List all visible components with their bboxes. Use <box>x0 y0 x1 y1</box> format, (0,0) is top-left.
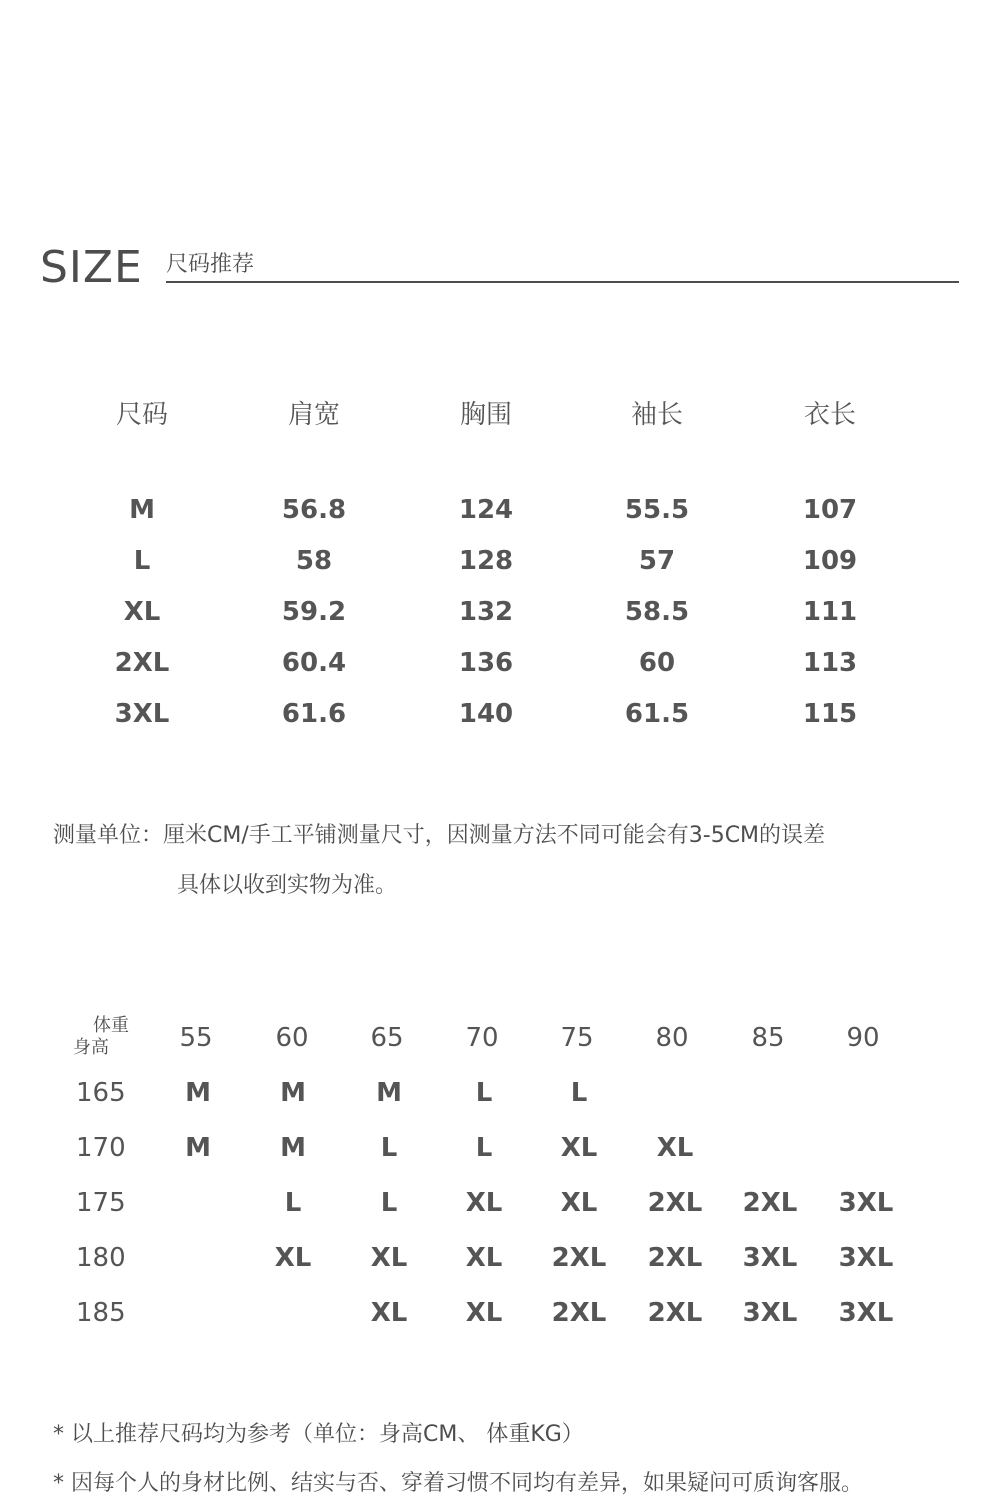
size-cell: 56.8 <box>281 495 347 525</box>
recommended-size: 2XL <box>647 1243 703 1273</box>
recommended-size: XL <box>370 1298 408 1328</box>
height-label: 165 <box>76 1078 126 1108</box>
weight-header: 75 <box>560 1023 594 1053</box>
footnote-disclaimer: * 因每个人的身材比例、结实与否、穿着习惯不同均有差异，如果疑问可质询客服。 <box>53 1471 863 1496</box>
recommended-size: L <box>570 1078 588 1108</box>
corner-label-weight: 体重 <box>93 1015 129 1036</box>
weight-header: 60 <box>275 1023 309 1053</box>
column-header-shoulder: 肩宽 <box>287 400 340 430</box>
recommended-size: 3XL <box>838 1243 894 1273</box>
weight-header: 90 <box>846 1023 880 1053</box>
column-header-length: 衣长 <box>803 400 856 430</box>
column-header-sleeve: 袖长 <box>630 400 683 430</box>
recommended-size: L <box>475 1133 493 1163</box>
recommended-size: XL <box>465 1243 503 1273</box>
weight-header: 70 <box>465 1023 499 1053</box>
size-cell: 57 <box>638 546 676 576</box>
recommended-size: 3XL <box>838 1298 894 1328</box>
recommended-size: XL <box>656 1133 694 1163</box>
weight-header: 55 <box>179 1023 213 1053</box>
size-cell: 55.5 <box>624 495 690 525</box>
size-cell: 140 <box>458 699 514 729</box>
recommended-size: L <box>284 1188 302 1218</box>
size-cell: 111 <box>802 597 858 627</box>
recommended-size: 2XL <box>647 1188 703 1218</box>
recommended-size: 2XL <box>551 1243 607 1273</box>
recommended-size: XL <box>465 1188 503 1218</box>
recommended-size: XL <box>465 1298 503 1328</box>
measure-note-line2: 具体以收到实物为准。 <box>177 873 398 898</box>
measure-note-line1: 测量单位：厘米CM/手工平铺测量尺寸，因测量方法不同可能会有3-5CM的误差 <box>53 823 826 848</box>
recommended-size: XL <box>274 1243 312 1273</box>
size-title: SIZE <box>40 242 143 293</box>
size-cell: 124 <box>458 495 514 525</box>
size-subtitle: 尺码推荐 <box>166 252 255 277</box>
recommended-size: M <box>280 1078 306 1108</box>
recommended-size: L <box>380 1188 398 1218</box>
weight-header: 85 <box>751 1023 785 1053</box>
size-cell: 132 <box>458 597 514 627</box>
size-cell: M <box>129 495 155 525</box>
recommended-size: M <box>280 1133 306 1163</box>
recommended-size: 3XL <box>742 1298 798 1328</box>
size-cell: 128 <box>458 546 514 576</box>
size-cell: 60.4 <box>281 648 347 678</box>
height-label: 185 <box>76 1298 126 1328</box>
size-cell: 115 <box>802 699 858 729</box>
size-cell: 107 <box>802 495 858 525</box>
size-cell: 3XL <box>114 699 170 729</box>
height-label: 170 <box>76 1133 126 1163</box>
recommended-size: XL <box>560 1133 598 1163</box>
size-cell: 2XL <box>114 648 170 678</box>
size-cell: 59.2 <box>281 597 347 627</box>
recommended-size: L <box>475 1078 493 1108</box>
recommended-size: XL <box>560 1188 598 1218</box>
weight-header: 80 <box>655 1023 689 1053</box>
height-label: 175 <box>76 1188 126 1218</box>
size-cell: 61.6 <box>281 699 347 729</box>
size-cell: XL <box>123 597 161 627</box>
recommended-size: M <box>185 1133 211 1163</box>
recommended-size: M <box>376 1078 402 1108</box>
size-cell: L <box>133 546 151 576</box>
size-cell: 61.5 <box>624 699 690 729</box>
weight-header: 65 <box>370 1023 404 1053</box>
size-cell: 109 <box>802 546 858 576</box>
recommended-size: 3XL <box>742 1243 798 1273</box>
recommended-size: 2XL <box>742 1188 798 1218</box>
size-cell: 113 <box>802 648 858 678</box>
recommended-size: 3XL <box>838 1188 894 1218</box>
recommended-size: 2XL <box>551 1298 607 1328</box>
title-divider <box>166 281 959 283</box>
corner-label-height: 身高 <box>73 1037 109 1058</box>
recommended-size: M <box>185 1078 211 1108</box>
recommended-size: 2XL <box>647 1298 703 1328</box>
footnote-reference: * 以上推荐尺码均为参考（单位：身高CM、 体重KG） <box>53 1422 584 1447</box>
size-cell: 58.5 <box>624 597 690 627</box>
size-cell: 136 <box>458 648 514 678</box>
size-cell: 60 <box>638 648 676 678</box>
recommended-size: L <box>380 1133 398 1163</box>
recommended-size: XL <box>370 1243 408 1273</box>
height-label: 180 <box>76 1243 126 1273</box>
size-cell: 58 <box>295 546 333 576</box>
column-header-chest: 胸围 <box>459 400 512 430</box>
column-header-size: 尺码 <box>115 400 168 430</box>
